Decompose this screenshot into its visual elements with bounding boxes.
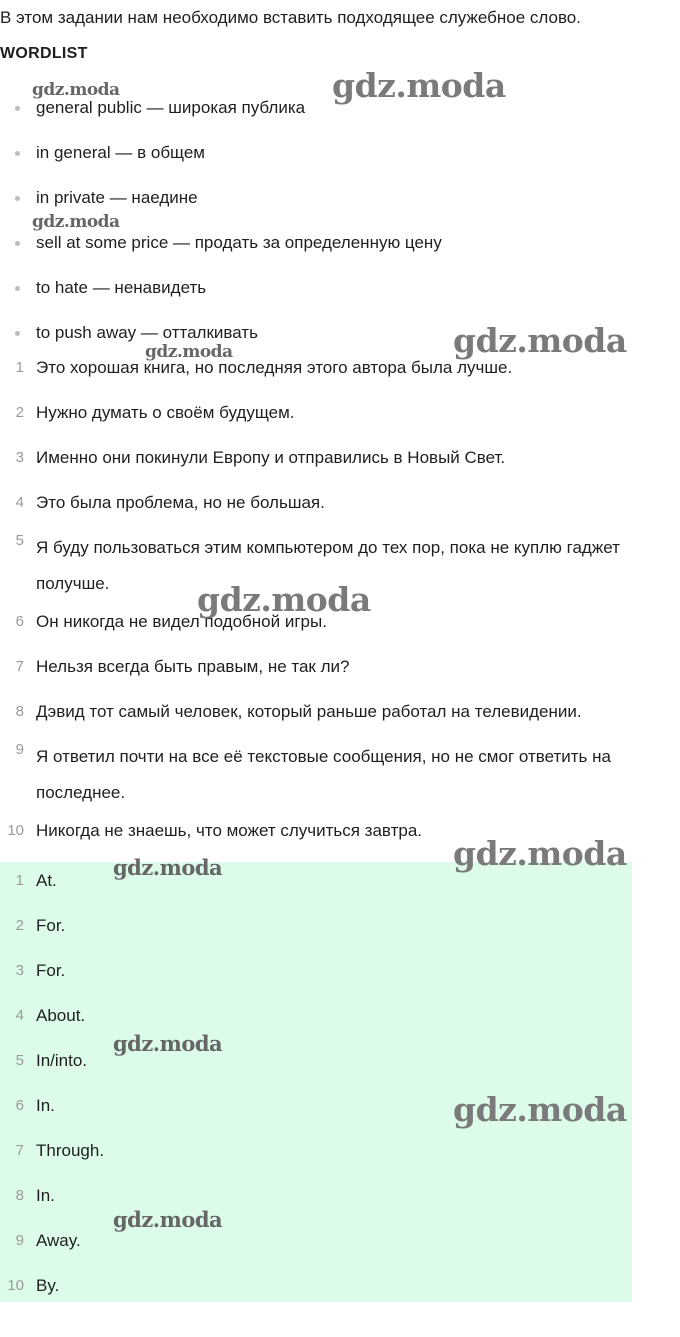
sentence-item: 4 Это была проблема, но не большая. [15, 493, 325, 512]
watermark: gdz.moda [453, 834, 627, 873]
sentence-item: 2 Нужно думать о своём будущем. [15, 403, 295, 422]
watermark: gdz.moda [453, 1090, 627, 1129]
sentence-item: 1 Это хорошая книга, но последняя этого автора была лучше. [15, 358, 513, 377]
sentence-item: 5 Я буду пользоваться этим компьютером до тех пор, пока не куплю гаджет получше. [15, 532, 620, 593]
bullet-icon [15, 286, 20, 291]
sentence-item: 9 Я ответил почти на все её текстовые сообщения, но не смог ответить на последнее. [15, 741, 611, 802]
intro-text: В этом задании нам необходимо вставить подходящее служебное слово. [0, 8, 581, 27]
list-item: to push away — отталкивать [0, 322, 680, 367]
list-item: in general — в общем [0, 142, 680, 187]
bullet-icon [15, 331, 20, 336]
watermark: gdz.moda [197, 580, 371, 619]
watermark: gdz.moda [113, 855, 223, 880]
list-item: general public — широкая публика [0, 97, 680, 142]
watermark: gdz.moda [332, 66, 506, 105]
answer-item: 7 Through. [15, 1141, 105, 1160]
sentence-item: 8 Дэвид тот самый человек, который раньше работал на телевидении. [15, 702, 582, 721]
bullet-icon [15, 241, 20, 246]
answer-item: 4 About. [15, 1006, 86, 1025]
answer-item: 2 For. [15, 916, 66, 935]
answer-item: 8 In. [15, 1186, 55, 1205]
answer-item: 5 In/into. [15, 1051, 88, 1070]
watermark: gdz.moda [32, 212, 120, 232]
sentence-item: 3 Именно они покинули Европу и отправились в Новый Свет. [15, 448, 506, 467]
sentence-item: 7 Нельзя всегда быть правым, не так ли? [15, 657, 350, 676]
answer-item: 3 For. [15, 961, 66, 980]
list-item: to hate — ненавидеть [0, 277, 680, 322]
answer-item: 1 At. [15, 871, 57, 890]
answer-item: 9 Away. [15, 1231, 81, 1250]
sentence-item: 10 Никогда не знаешь, что может случиться завтра. [7, 821, 423, 840]
sentence-item: 6 Он никогда не видел подобной игры. [15, 612, 327, 631]
list-item: in private — наедине [0, 187, 680, 232]
watermark: gdz.moda [113, 1207, 223, 1232]
bullet-icon [15, 106, 20, 111]
answer-item: 10 By. [7, 1276, 60, 1295]
list-item: sell at some price — продать за определенную цену [0, 232, 680, 277]
watermark: gdz.moda [113, 1031, 223, 1056]
answer-item: 6 In. [15, 1096, 55, 1115]
watermark: gdz.moda [453, 321, 627, 360]
wordlist-heading: WORDLIST [0, 45, 88, 62]
bullet-icon [15, 151, 20, 156]
watermark: gdz.moda [32, 80, 120, 100]
bullet-icon [15, 196, 20, 201]
watermark: gdz.moda [145, 342, 233, 362]
